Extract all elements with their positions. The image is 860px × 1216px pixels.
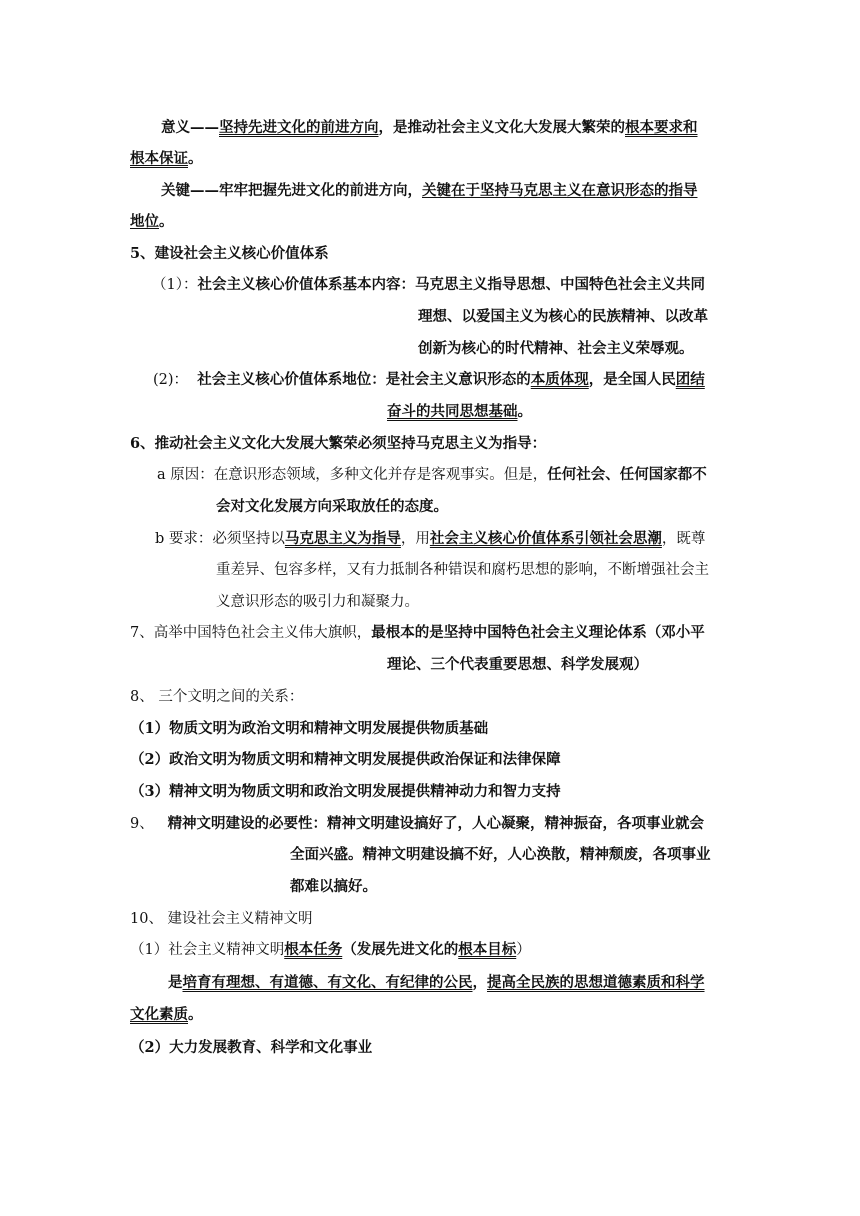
underlined-text: 根本目标 — [458, 941, 517, 958]
item-9-cont: 全面兴盛。精神文明建设搞不好，人心涣散，精神颓废，各项事业 — [290, 846, 711, 863]
underlined-text: 根本保证 — [130, 150, 188, 167]
text: 7、高举中国特色社会主义伟大旗帜， — [130, 625, 372, 641]
text: 社会主义核心价值体系地位：是社会主义意识形态的 — [197, 371, 531, 388]
text: (2)： — [153, 372, 189, 388]
underlined-text: 文化素质 — [130, 1006, 188, 1023]
item-5-2-cont — [387, 402, 532, 424]
text: ） — [516, 942, 531, 958]
item-10-1-body-cont — [130, 1005, 203, 1027]
key-line-cont — [130, 212, 174, 234]
text: 。 — [188, 1006, 203, 1023]
underlined-text: 关键在于坚持马克思主义在意识形态的指导 — [422, 182, 698, 199]
underlined-text: 培育有理想、有道德、有文化、有纪律的公民 — [182, 974, 473, 991]
item-7-cont: 理论、三个代表重要思想、科学发展观） — [387, 656, 648, 673]
key-line — [161, 181, 698, 203]
underlined-text: 坚持先进文化的前进方向 — [219, 119, 379, 136]
item-6-b-cont: 义意识形态的吸引力和凝聚力。 — [216, 594, 419, 610]
text: （1）： — [152, 277, 198, 293]
underlined-text: 奋斗的共同思想基础 — [387, 403, 518, 420]
underlined-text: 根本任务 — [284, 941, 343, 958]
heading-8: 8、 三个文明之间的关系： — [130, 689, 304, 705]
item-6-a-cont: 会对文化发展方向采取放任的态度。 — [216, 498, 448, 515]
item-8-1: （1）物质文明为政治文明和精神文明发展提供物质基础 — [130, 720, 489, 737]
underlined-text: 团结 — [675, 371, 705, 388]
text: 社会主义核心价值体系基本内容：马克思主义指导思想、中国特色社会主义共同 — [197, 276, 705, 293]
item-5-1-cont: 理想、以爱国主义为核心的民族精神、以改革 — [418, 308, 708, 325]
text: 关键——牢牢把握先进文化的前进方向， — [161, 182, 422, 199]
item-5-1 — [152, 275, 705, 297]
item-6-a — [157, 465, 707, 487]
text: 9、 — [130, 816, 159, 832]
text: 意义—— — [161, 119, 219, 136]
text: ，用 — [400, 531, 430, 547]
text: （1）社会主义精神文明 — [130, 942, 285, 958]
item-7 — [130, 623, 705, 645]
text: 。 — [517, 403, 532, 420]
item-9-cont: 都难以搞好。 — [290, 878, 377, 895]
item-10-1-body — [168, 973, 705, 995]
underlined-text: 社会主义核心价值体系引领社会思潮 — [429, 530, 662, 547]
heading-6: 6、推动社会主义文化大发展大繁荣必须坚持马克思主义为指导： — [130, 435, 547, 452]
heading-5: 5、建设社会主义核心价值体系 — [130, 245, 329, 262]
item-6-b — [155, 529, 705, 551]
underlined-text: 地位 — [130, 213, 159, 230]
text: b 要求：必须坚持以 — [155, 531, 285, 547]
item-8-3: （3）精神文明为物质文明和政治文明发展提供精神动力和智力支持 — [130, 783, 561, 800]
text: ，既尊 — [661, 531, 706, 547]
item-5-1-cont: 创新为核心的时代精神、社会主义荣辱观。 — [418, 340, 694, 357]
heading-10: 10、 建设社会主义精神文明 — [130, 911, 313, 927]
text: 。 — [188, 150, 203, 167]
text: ， — [472, 974, 487, 991]
item-10-2: （2）大力发展教育、科学和文化事业 — [130, 1039, 373, 1056]
underlined-text: 提高全民族的思想道德素质和科学 — [487, 974, 705, 991]
underlined-text: 根本要求和 — [625, 119, 698, 136]
item-8-2: （2）政治文明为物质文明和精神文明发展提供政治保证和法律保障 — [130, 751, 561, 768]
item-5-2 — [153, 370, 705, 392]
text: 最根本的是坚持中国特色社会主义理论体系（邓小平 — [371, 624, 705, 641]
underlined-text: 马克思主义为指导 — [284, 530, 401, 547]
underlined-text: 本质体现 — [530, 371, 589, 388]
text: ，是全国人民 — [588, 371, 676, 388]
text: a 原因：在意识形态领域，多种文化并存是客观事实。但是， — [157, 467, 548, 483]
text: 。 — [159, 213, 174, 230]
meaning-line — [161, 118, 698, 140]
text: （发展先进文化的 — [342, 941, 459, 958]
text: 是 — [168, 974, 183, 991]
meaning-line-cont — [130, 149, 203, 171]
text: ，是推动社会主义文化大发展大繁荣的 — [378, 119, 625, 136]
item-9 — [130, 814, 704, 836]
text: 任何社会、任何国家都不 — [547, 466, 707, 483]
item-6-b-cont: 重差异、包容多样，又有力抵制各种错误和腐朽思想的影响，不断增强社会主 — [216, 562, 709, 578]
item-10-1 — [130, 940, 531, 962]
text: 精神文明建设的必要性：精神文明建设搞好了，人心凝聚，精神振奋，各项事业就会 — [167, 815, 705, 832]
